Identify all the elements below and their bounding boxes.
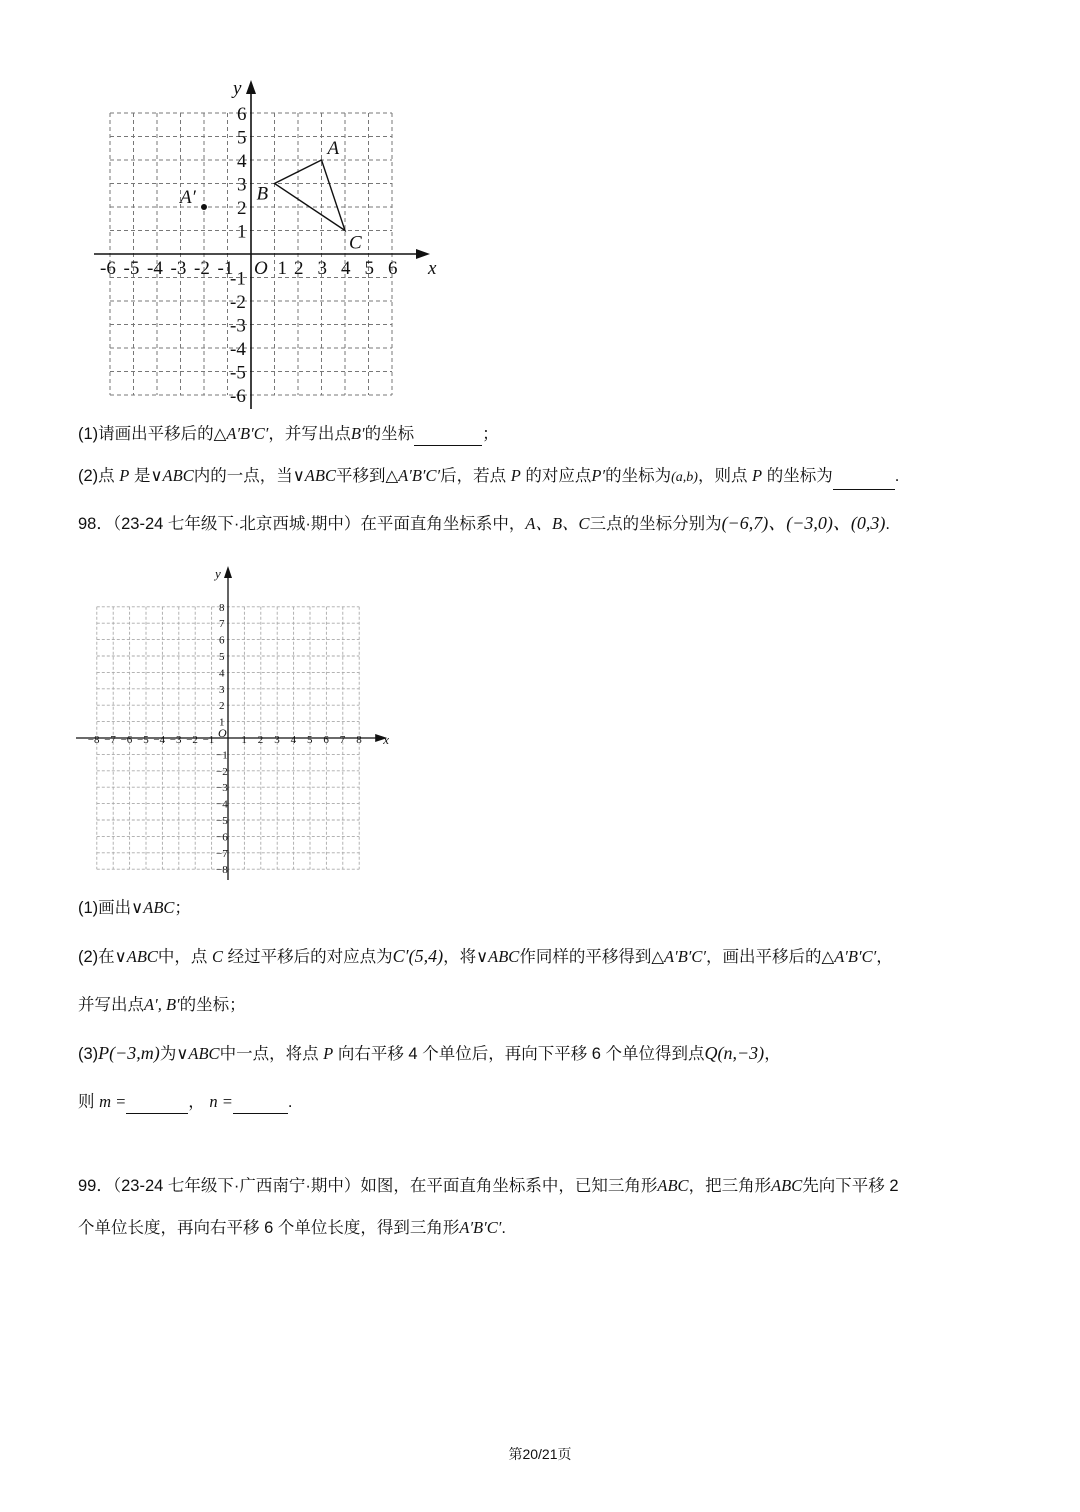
q97-part2-text: 是	[133, 467, 151, 485]
x-tick-label: -3	[170, 258, 187, 279]
x-tick-label: 3	[274, 734, 280, 746]
q97-part2-text: 平移到	[335, 467, 386, 485]
q97-part2-text: 的坐标为	[605, 467, 672, 485]
x-tick-label: −4	[153, 734, 166, 746]
q97-part1-text: (1)请画出平移后的	[78, 425, 214, 443]
x-tick-label: 2	[257, 734, 264, 746]
x-tick-label: 1	[277, 258, 287, 279]
q98-part2-text: ，将	[443, 948, 477, 966]
q97-part1	[78, 422, 1020, 446]
q98-part2-text: ，画出平移后的	[706, 948, 822, 966]
x-tick-label: 1	[241, 734, 247, 746]
var-m: m =	[99, 1092, 127, 1111]
vertex-label-c: C	[349, 232, 362, 254]
x-tick-label: 7	[339, 734, 346, 746]
q97-part2-end: .	[894, 467, 900, 485]
q99-text: 个单位长度，再向右平移 6 个单位长度，得到三角形	[78, 1219, 460, 1237]
triangle-abc: ∨ABC	[131, 898, 175, 917]
q98-part2-line2	[78, 993, 1020, 1017]
y-tick-label: −5	[216, 815, 228, 827]
q98-part3-line1	[78, 1041, 1020, 1066]
x-tick-label: 5	[364, 258, 374, 279]
q98-part2-text: ，	[876, 948, 893, 966]
y-tick-label: −2	[216, 765, 228, 778]
y-tick-label: -1	[230, 268, 246, 290]
x-tick-label: −3	[169, 734, 182, 746]
y-tick-label: 5	[219, 651, 225, 663]
q98-part3-comma: ，	[188, 1093, 205, 1111]
triangle-a-prime: △A′B′C′	[385, 466, 441, 485]
x-tick-label: 3	[317, 258, 327, 279]
var-n: n =	[209, 1092, 233, 1111]
y-tick-label: 2	[237, 198, 247, 219]
q99-text: ，把三角形	[688, 1177, 772, 1195]
q97-part1-suffix: 的坐标	[364, 425, 415, 443]
x-tick-label: -1	[217, 258, 234, 279]
q99-line2	[78, 1216, 1020, 1240]
x-tick-label: −6	[120, 734, 133, 746]
y-tick-label: 7	[219, 618, 225, 631]
x-tick-label: 6	[323, 734, 329, 746]
q98-part3-text: 则	[78, 1093, 95, 1111]
x-tick-label: -5	[123, 258, 140, 279]
y-tick-label: -3	[230, 315, 246, 337]
y-tick-label: 4	[237, 151, 247, 172]
triangle-abc	[275, 160, 346, 231]
q98-part3-text: (3)	[78, 1045, 99, 1063]
x-tick-label: 8	[356, 734, 362, 746]
x-tick-label: −5	[137, 734, 149, 746]
x-tick-label: -6	[100, 258, 116, 279]
triangle-abc: ∨ABC	[114, 947, 158, 966]
coordinate-grid-figure-1	[80, 70, 460, 420]
x-tick-label: −2	[186, 734, 198, 746]
y-tick-label: −8	[216, 864, 228, 877]
q97-part2-text: 内的一点，当	[193, 467, 293, 485]
q98-header-end: .	[885, 515, 890, 533]
x-tick-label: 2	[294, 258, 304, 279]
origin-label: O	[218, 726, 227, 740]
q98-part2-text: 的坐标；	[179, 996, 246, 1014]
vertex-label-a: A	[327, 138, 340, 159]
x-tick-label: 5	[307, 734, 313, 746]
y-axis-label: y	[233, 78, 242, 99]
y-tick-label: −4	[216, 798, 228, 811]
x-tick-label: -2	[194, 258, 210, 279]
answer-blank-p[interactable]	[833, 471, 895, 490]
q99-text: 先向下平移 2	[802, 1177, 899, 1195]
q98-part3-line2	[78, 1090, 1020, 1114]
y-tick-label: 6	[219, 634, 225, 647]
x-tick-label: 4	[341, 258, 351, 279]
q97-part2-text: 后，若点	[440, 467, 507, 485]
y-tick-label: 8	[219, 601, 225, 614]
q97-part2-text: 的坐标为	[766, 467, 833, 485]
y-tick-label: 3	[237, 174, 247, 196]
triangle-abc: ABC	[657, 1176, 689, 1195]
x-tick-label: −1	[202, 734, 215, 746]
point-c-prime: C′(5,4)	[392, 946, 444, 966]
point-q-coord: Q(n,−3)	[704, 1043, 765, 1063]
y-axis-arrow	[224, 566, 232, 578]
triangle-a-prime: A′B′C′	[459, 1218, 502, 1237]
vertex-label-b: B	[256, 183, 269, 205]
point-p-coord: P(−3,m)	[98, 1043, 160, 1063]
q97-part1-mid: ，并写出点	[268, 425, 351, 443]
x-tick-label: -4	[147, 258, 163, 279]
points-a-b-prime: A′, B′	[144, 995, 180, 1014]
point-p: P	[119, 466, 130, 485]
page-number: 第20/21页	[508, 1446, 572, 1462]
q98-part1-end: ；	[174, 899, 191, 917]
answer-blank-m[interactable]	[126, 1095, 188, 1114]
q98-part2-text: 并写出点	[78, 996, 144, 1014]
y-axis-arrow	[246, 80, 256, 94]
y-tick-label: 6	[237, 104, 247, 125]
triangle-abc: ABC	[771, 1176, 803, 1195]
q97-part2	[78, 464, 1020, 490]
triangle-abc: ∨ABC	[292, 466, 336, 485]
q98-part1	[78, 896, 1020, 920]
triangle-abc: ∨ABC	[150, 466, 194, 485]
q98-part3-end: .	[287, 1093, 293, 1111]
coord-ab: (a,b)	[671, 470, 698, 485]
y-tick-label: -6	[230, 386, 246, 407]
q98-part3-text: 中一点，将点	[219, 1045, 319, 1063]
q97-part2-text: (2)点	[78, 467, 115, 485]
point-p: P	[323, 1044, 334, 1063]
q97-part1-triangle: △A′B′C′	[213, 424, 269, 443]
y-tick-label: 1	[237, 221, 247, 243]
point-a-prime	[201, 204, 207, 210]
q98-part2-text: 经过平移后的对应点为	[227, 948, 393, 966]
q98-part2-line1	[78, 944, 1020, 969]
y-tick-label: 1	[219, 716, 225, 729]
y-axis-label: y	[215, 566, 221, 581]
q99-line1	[78, 1174, 1020, 1198]
triangle-a-prime: △A′B′C′	[651, 947, 706, 966]
q98-part1-text: (1)画出	[78, 899, 132, 917]
y-tick-label: -5	[230, 362, 246, 384]
triangle-a-prime: △A′B′C′	[821, 947, 877, 966]
q98-part3-text: ，	[764, 1045, 781, 1063]
point-p-prime: P′	[591, 466, 606, 485]
q99-text: 99．（23-24 七年级下·广西南宁·期中）如图，在平面直角坐标系中，已知三角形	[78, 1177, 658, 1195]
y-tick-label: 4	[219, 667, 225, 680]
q97-part2-text: ，则点	[697, 467, 748, 485]
q98-part3-text: 为	[159, 1045, 177, 1063]
y-tick-label: −1	[216, 749, 228, 762]
x-axis-label: x	[383, 732, 389, 747]
q99-text: .	[501, 1219, 506, 1237]
point-p: P	[752, 466, 763, 485]
point-a-prime-label: A′	[180, 187, 196, 208]
x-tick-label: 6	[388, 258, 398, 279]
y-tick-label: 5	[237, 127, 247, 149]
y-tick-label: -2	[230, 292, 246, 313]
answer-blank-n[interactable]	[233, 1095, 288, 1114]
q97-part1-point: B′	[350, 424, 365, 443]
q98-header	[78, 511, 1020, 536]
coordinate-grid-figure-2	[70, 560, 400, 880]
q98-part2-text: (2)在	[78, 948, 115, 966]
q98-points: A、B、C	[525, 514, 590, 533]
y-tick-label: −6	[216, 831, 228, 844]
origin-label: O	[254, 258, 268, 279]
x-tick-label: 4	[290, 734, 297, 746]
point-p: P	[510, 466, 521, 485]
y-tick-label: 2	[219, 700, 225, 713]
q98-header-text2: 三点的坐标分别为	[589, 515, 722, 533]
triangle-abc: ∨ABC	[176, 1044, 220, 1063]
y-tick-label: −7	[216, 847, 228, 860]
x-axis-label: x	[428, 258, 437, 279]
y-tick-label: 3	[219, 683, 225, 696]
y-tick-label: -4	[230, 339, 246, 360]
point-c: C	[212, 947, 224, 966]
q98-part2-text: 作同样的平移得到	[519, 948, 652, 966]
answer-blank-b-prime[interactable]	[414, 427, 482, 446]
triangle-abc: ∨ABC	[476, 947, 520, 966]
q97-part2-text: 的对应点	[525, 467, 592, 485]
q98-part2-text: 中，点	[157, 948, 208, 966]
q97-part1-end: ；	[482, 425, 499, 443]
x-tick-label: −7	[104, 734, 116, 746]
q98-coords: (−6,7)、(−3,0)、(0,3)	[721, 513, 886, 533]
q98-part3-text: 向右平移 4 个单位后，再向下平移 6 个单位得到点	[337, 1045, 705, 1063]
y-tick-label: −3	[216, 782, 228, 795]
x-tick-label: −8	[87, 734, 100, 746]
q98-header-text: 98．（23-24 七年级下·北京西城·期中）在平面直角坐标系中，	[78, 515, 526, 533]
